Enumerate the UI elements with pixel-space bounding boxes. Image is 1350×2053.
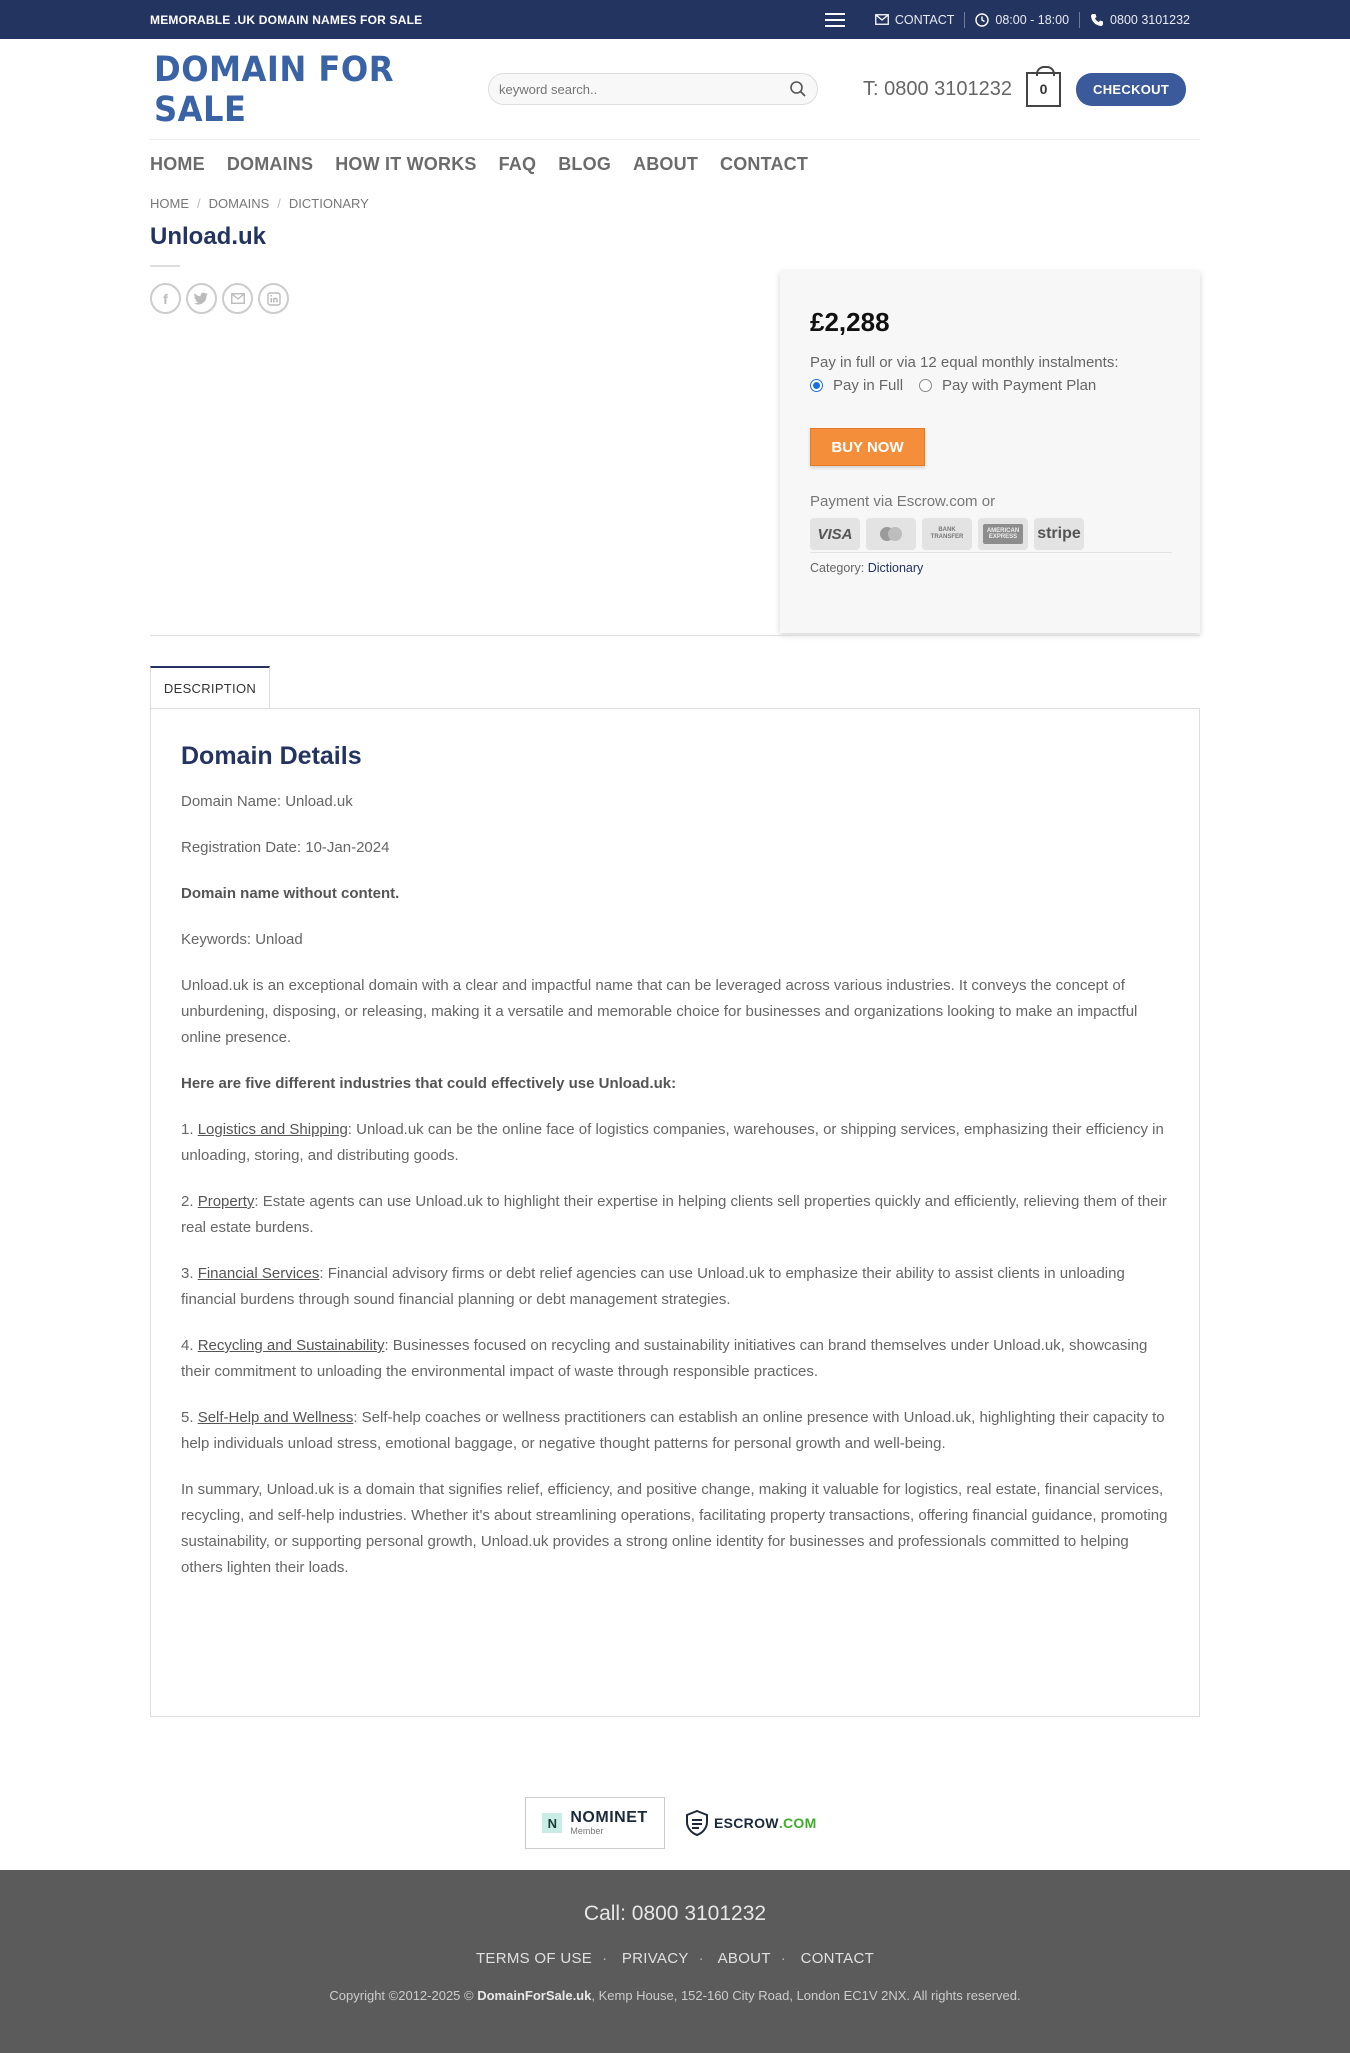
nav-blog[interactable]: BLOG — [558, 153, 612, 174]
nominet-label: NOMINET — [570, 1809, 648, 1826]
footer-about-link[interactable]: ABOUT — [717, 1950, 771, 1967]
nav-how-it-works[interactable]: HOW IT WORKS — [335, 153, 477, 174]
breadcrumb-home[interactable]: HOME — [150, 196, 189, 211]
header — [0, 39, 1350, 139]
bank-transfer-icon: BANK TRANSFER — [922, 518, 972, 550]
footer-privacy-link[interactable]: PRIVACY — [621, 1950, 689, 1967]
payment-plan-label[interactable]: Pay with Payment Plan — [942, 377, 1097, 394]
copyright-brand: DomainForSale.uk — [477, 1988, 592, 2003]
breadcrumb — [150, 196, 1200, 211]
search-input[interactable] — [499, 82, 789, 97]
footer-contact-link[interactable]: CONTACT — [800, 1950, 875, 1967]
top-contact-label: CONTACT — [894, 12, 955, 27]
top-hours-label: 08:00 - 18:00 — [995, 12, 1070, 27]
nav-contact[interactable]: CONTACT — [720, 153, 809, 174]
cart-count: 0 — [1039, 81, 1048, 97]
footer — [0, 1870, 1350, 2053]
payment-options — [810, 377, 1170, 394]
description-heading: Domain Details — [181, 742, 362, 770]
domain-name-line: Domain Name: Unload.uk — [181, 793, 353, 810]
tab-description[interactable]: DESCRIPTION — [150, 666, 270, 708]
payment-plan-radio[interactable] — [919, 379, 932, 392]
escrow-com-label: .COM — [778, 1815, 817, 1831]
registration-date-line: Registration Date: 10-Jan-2024 — [181, 839, 390, 856]
search-icon[interactable] — [789, 80, 807, 98]
main-nav — [150, 139, 1200, 188]
nominet-sub-label: Member — [570, 1826, 604, 1836]
footer-links: TERMS OF USE · PRIVACY · ABOUT · CONTACT — [475, 1950, 875, 1967]
breadcrumb-domains[interactable]: DOMAINS — [208, 196, 270, 211]
mastercard-icon — [866, 518, 916, 550]
industry-name: Self-Help and Wellness — [197, 1409, 354, 1426]
facebook-icon[interactable]: f — [150, 283, 181, 314]
nav-home[interactable]: HOME — [150, 153, 205, 174]
breadcrumb-separator: / — [197, 196, 201, 211]
product-category — [810, 561, 1170, 575]
partner-badges — [0, 1797, 1350, 1849]
escrow-badge[interactable] — [685, 1810, 825, 1836]
top-phone-link[interactable] — [1080, 13, 1200, 27]
checkout-button[interactable]: CHECKOUT — [1076, 73, 1186, 106]
buy-box — [780, 271, 1200, 633]
stripe-icon: stripe — [1034, 518, 1084, 550]
buy-now-button[interactable]: BUY NOW — [810, 428, 925, 466]
pay-full-radio[interactable] — [810, 379, 823, 392]
twitter-icon[interactable] — [186, 283, 217, 314]
list-item: 4. Recycling and Sustainability: Businesses focused on recycling and sustainability initiatives can brand themselves under Unload.uk, showcasing their commitment to unloading the environmental impact of waste through responsible practices. — [181, 1337, 1148, 1380]
title-divider — [150, 265, 180, 267]
nav-faq[interactable]: FAQ — [498, 153, 537, 174]
intro-paragraph: Unload.uk is an exceptional domain with a clear and impactful name that can be leveraged across various industries. It conveys the concept of unburdening, disposing, or releasing, making it a versatile and memorable choice for businesses and organizations looking to make an impactful online presence. — [181, 977, 1138, 1046]
keywords-line: Keywords: Unload — [181, 931, 303, 948]
industry-name: Property — [197, 1193, 255, 1210]
summary-paragraph: In summary, Unload.uk is a domain that signifies relief, efficiency, and positive change, making it valuable for logistics, real estate, financial services, recycling, and self-help industries. Whether it's about streamlining operations, facilitating property transactions, offering financial guidance, promoting sustainability, or supporting personal growth, Unload.uk provides a strong online identity for businesses and professionals committed to helping others lighten their loads. — [181, 1481, 1168, 1576]
escrow-label: ESCROW — [714, 1815, 779, 1831]
page-title: Unload.uk — [150, 223, 267, 250]
industry-name: Recycling and Sustainability — [197, 1337, 385, 1354]
list-item: 5. Self-Help and Wellness: Self-help coaches or wellness practitioners can establish an online presence with Unload.uk, highlighting their capacity to help individuals unload stress, emotional baggage, or negative thought patterns for personal growth and well-being. — [181, 1409, 1165, 1452]
amex-icon: AMERICAN EXPRESS — [978, 518, 1028, 550]
industries-heading: Here are five different industries that could effectively use Unload.uk: — [181, 1075, 677, 1092]
product-tabs — [150, 666, 270, 708]
top-hours — [965, 13, 1079, 27]
category-link[interactable]: Dictionary — [867, 561, 924, 575]
no-content-line: Domain name without content. — [181, 885, 400, 902]
nominet-badge[interactable] — [525, 1797, 665, 1849]
footer-terms-link[interactable]: TERMS OF USE — [475, 1950, 593, 1967]
header-phone[interactable]: T: 0800 3101232 — [863, 77, 1013, 100]
description-panel — [150, 708, 1200, 1717]
envelope-icon — [875, 14, 889, 25]
nav-domains[interactable]: DOMAINS — [226, 153, 314, 174]
shield-icon — [685, 1810, 709, 1836]
pay-full-label[interactable]: Pay in Full — [833, 377, 904, 394]
section-divider — [150, 635, 1200, 636]
industry-name: Financial Services — [197, 1265, 320, 1282]
linkedin-icon[interactable] — [258, 283, 289, 314]
email-icon[interactable] — [222, 283, 253, 314]
nominet-logo-icon: N — [542, 1813, 562, 1833]
search-box — [488, 73, 818, 105]
payment-via-text: Payment via Escrow.com or — [810, 493, 996, 510]
clock-icon — [975, 13, 989, 27]
site-logo[interactable]: DOMAIN FOR SALE — [154, 50, 394, 130]
menu-icon[interactable] — [825, 13, 845, 27]
footer-call[interactable]: Call: 0800 3101232 — [583, 1902, 767, 1925]
top-tagline: MEMORABLE .UK DOMAIN NAMES FOR SALE — [150, 12, 423, 27]
breadcrumb-separator: / — [277, 196, 281, 211]
top-contact-link[interactable] — [865, 13, 965, 27]
nav-about[interactable]: ABOUT — [633, 153, 699, 174]
visa-icon: VISA — [810, 518, 860, 550]
category-label: Category: — [810, 561, 865, 575]
top-bar — [0, 0, 1350, 39]
breadcrumb-dictionary[interactable]: DICTIONARY — [288, 196, 369, 211]
top-phone-label: 0800 3101232 — [1110, 12, 1190, 27]
payment-intro: Pay in full or via 12 equal monthly instalments: — [810, 354, 1119, 371]
payment-cards — [810, 518, 1172, 553]
copyright: Copyright ©2012-2025 © DomainForSale.uk, Kemp House, 152-160 City Road, London EC1V 2NX. All rights reserved. — [329, 1988, 1021, 2003]
industry-name: Logistics and Shipping — [197, 1121, 348, 1138]
list-item: 1. Logistics and Shipping: Unload.uk can be the online face of logistics companies, warehouses, or shipping services, emphasizing their efficiency in unloading, storing, and distributing goods. — [181, 1121, 1164, 1164]
price: £2,288 — [810, 307, 890, 337]
phone-icon — [1090, 13, 1104, 27]
list-item: 2. Property: Estate agents can use Unload.uk to highlight their expertise in helping clients sell properties quickly and efficiently, relieving them of their real estate burdens. — [181, 1193, 1167, 1236]
cart-icon[interactable] — [1026, 72, 1061, 107]
list-item: 3. Financial Services: Financial advisory firms or debt relief agencies can use Unload.uk to emphasize their ability to assist clients in unloading financial burdens through sound financial planning or debt management strategies. — [181, 1265, 1125, 1308]
